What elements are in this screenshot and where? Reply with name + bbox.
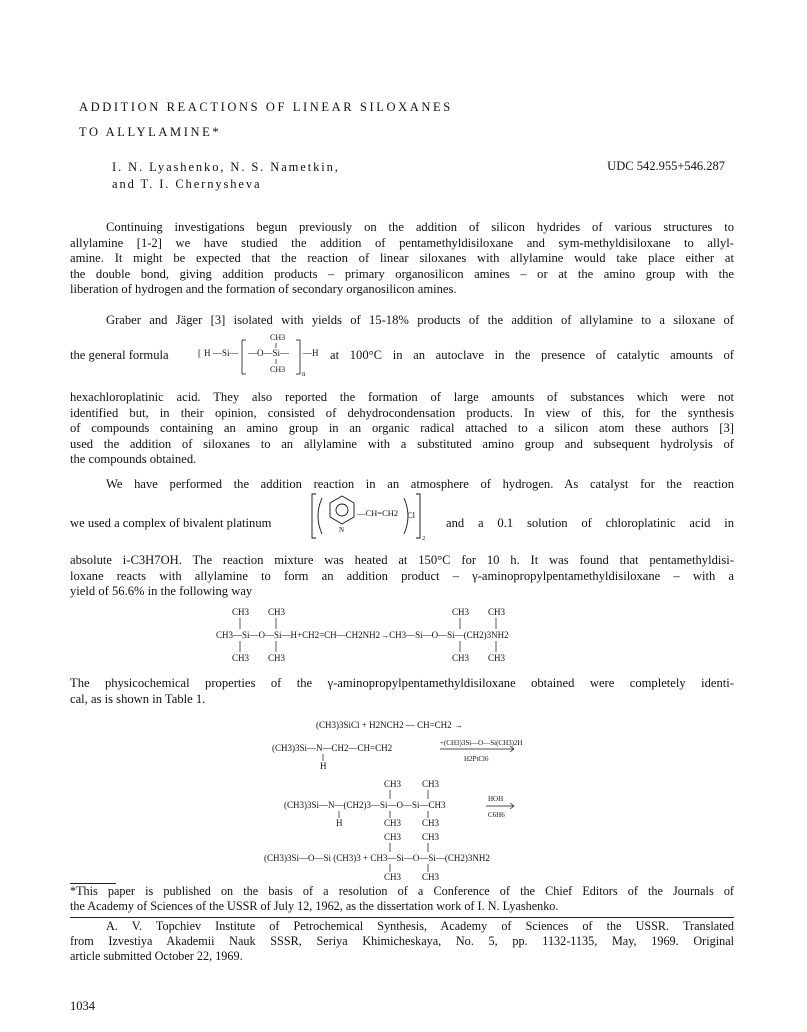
formula-h-end: —H <box>303 348 319 358</box>
scheme-reagent-over: +(CH3)3Si—O—Si(CH3)2H <box>440 739 523 747</box>
ch3-label: CH3 <box>422 779 440 789</box>
ch3-label: CH3 <box>422 872 440 882</box>
text-line: the double bond, giving addition products – primary organosilicon amines – or at the amino group with the <box>70 266 734 281</box>
paper-title-line2: TO ALLYLAMINE* <box>79 125 222 139</box>
paragraph-2-rest <box>70 390 734 468</box>
institute-line: A. V. Topchiev Institute of Petrochemical Synthesis, Academy of Sciences of the USSR. Translated <box>106 919 734 933</box>
reaction-scheme-1 <box>216 605 616 665</box>
scheme-line-3: (CH3)3Si—N—(CH2)3—Si—O—Si—CH3 <box>284 800 446 810</box>
formula-subscript-n: n <box>302 370 306 378</box>
ch3-label: CH3 <box>268 653 286 663</box>
scheme-line-2: (CH3)3Si—N—CH2—CH=CH2 <box>272 743 393 753</box>
paragraph-1 <box>70 220 734 298</box>
text-line: loxane reacts with allylamine to form an addition product – γ-aminopropylpentamethyldisiloxane – with a <box>70 568 734 583</box>
text-line: We have performed the addition reaction in an atmosphere of hydrogen. As catalyst for the reaction <box>106 477 734 491</box>
reaction-1-main: CH3—Si—O—Si—H+CH2=CH—CH2NH2→CH3—Si—O—Si—(CH2)3NH2 <box>216 630 509 640</box>
ch3-label: CH3 <box>422 832 440 842</box>
reaction-scheme-2 <box>264 718 564 882</box>
text-line: liberation of hydrogen and the formation of secondary organosilicon amines. <box>70 282 457 297</box>
paragraph-3-rest <box>70 553 734 600</box>
formula-ch3-top: CH3 <box>270 333 286 342</box>
footnote <box>70 884 734 914</box>
authors-line1: I. N. Lyashenko, N. S. Nametkin, <box>112 160 340 174</box>
ch3-label: CH3 <box>384 872 402 882</box>
udc-code: UDC 542.955+546.287 <box>607 159 725 173</box>
scheme-line-1: (CH3)3SiCl + H2NCH2 — CH=CH2 → <box>316 720 463 730</box>
text-line: hexachloroplatinic acid. They also reported the formation of large amounts of substances which were not <box>70 390 734 404</box>
text-line: yield of 56.6% in the following way <box>70 584 253 599</box>
pyridine-nitrogen: N <box>339 526 345 534</box>
ch3-label: CH3 <box>232 653 250 663</box>
ch3-label: CH3 <box>452 653 470 663</box>
catalyst-subscript: 2 <box>422 535 426 542</box>
text-line: identified but, in their opinion, consisted of dehydrocondensation products. In view of this, for the synthesis <box>70 405 734 420</box>
ch3-label: CH3 <box>384 779 402 789</box>
paragraph-2-intro <box>70 313 734 329</box>
scheme-nitrogen-h: H <box>336 818 343 828</box>
ch3-label: CH3 <box>268 607 286 617</box>
ch3-label: CH3 <box>384 818 402 828</box>
catalyst-chloride: Cl <box>407 510 416 520</box>
ch3-label: CH3 <box>232 607 250 617</box>
authors-line2: and T. I. Chernysheva <box>112 177 262 191</box>
ch3-label: CH3 <box>488 653 506 663</box>
institute-line: from Izvestiya Akademii Nauk SSSR, Seriya Khimicheskaya, No. 5, pp. 1132-1135, May, 1969. Original <box>70 934 734 948</box>
text-line: used the addition of siloxanes to an allylamine with a substituted amino group and subsequent hydrolysis of <box>70 436 734 451</box>
text-line: the compounds obtained. <box>70 452 197 467</box>
text-line: absolute i-C3H7OH. The reaction mixture was heated at 150°C for 10 h. It was found that pentamethyldisi- <box>70 553 734 567</box>
formula-line-pre: the general formula <box>70 348 169 362</box>
paper-title-line1: ADDITION REACTIONS OF LINEAR SILOXANES <box>79 100 453 114</box>
institute-line: article submitted October 22, 1969. <box>70 949 243 963</box>
catalyst-line-post: and a 0.1 solution of chloroplatinic acid in <box>446 516 734 530</box>
platinum-complex-formula <box>308 490 443 544</box>
formula-h: H <box>204 348 211 358</box>
ch3-label: CH3 <box>488 607 506 617</box>
scheme-hoh: HOH <box>488 795 504 803</box>
footnote-line: *This paper is published on the basis of a resolution of a Conference of the Chief Editors of the Journals of <box>70 884 734 898</box>
text-line: Graber and Jäger [3] isolated with yields of 15-18% products of the addition of allylamine to a siloxane of <box>106 313 734 327</box>
scheme-solvent: C6H6 <box>488 811 505 819</box>
formula-line-post: at 100°C in an autoclave in the presence of catalytic amounts of <box>330 348 734 362</box>
formula-dash: —Si— <box>213 348 239 358</box>
catalyst-line-pre: we used a complex of bivalent platinum <box>70 516 272 530</box>
paragraph-4 <box>70 676 734 707</box>
institute-rule <box>70 917 734 918</box>
ch3-label: CH3 <box>422 818 440 828</box>
scheme-line-4: (CH3)3Si—O—Si (CH3)3 + CH3—Si—O—Si—(CH2)3NH2 <box>264 853 490 863</box>
institute-note <box>70 919 734 964</box>
formula-ch3-bottom: CH3 <box>270 365 286 374</box>
text-line: Continuing investigations begun previously on the addition of silicon hydrides of various structures to <box>106 220 734 234</box>
siloxane-general-formula <box>196 328 326 384</box>
text-line: The physicochemical properties of the γ-aminopropylpentamethyldisiloxane obtained were completely identi- <box>70 676 734 690</box>
text-line: of compounds containing an amino group in an organic radical attached to a silicon atom these authors [3] <box>70 421 734 436</box>
formula-bracket-left: [ <box>198 348 201 358</box>
text-line: cal, as is shown in Table 1. <box>70 691 206 706</box>
formula-o: —O—Si— <box>248 348 290 358</box>
scheme-nitrogen-h: H <box>320 761 327 771</box>
text-line: amine. It might be expected that the reaction of linear siloxanes with allylamine would take place either at <box>70 251 734 266</box>
text-line: allylamine [1-2] we have studied the addition of pentamethyldisiloxane and sym-methyldisiloxane to allyl- <box>70 235 734 250</box>
scheme-catalyst-under: H2PtCl6 <box>464 755 489 763</box>
ch3-label: CH3 <box>384 832 402 842</box>
footnote-line: the Academy of Sciences of the USSR of July 12, 1962, as the dissertation work of I. N. Lyashenko. <box>70 899 559 913</box>
ch3-label: CH3 <box>452 607 470 617</box>
page-number: 1034 <box>70 999 95 1013</box>
catalyst-vinyl-chain: —CH=CH2 <box>357 508 399 518</box>
